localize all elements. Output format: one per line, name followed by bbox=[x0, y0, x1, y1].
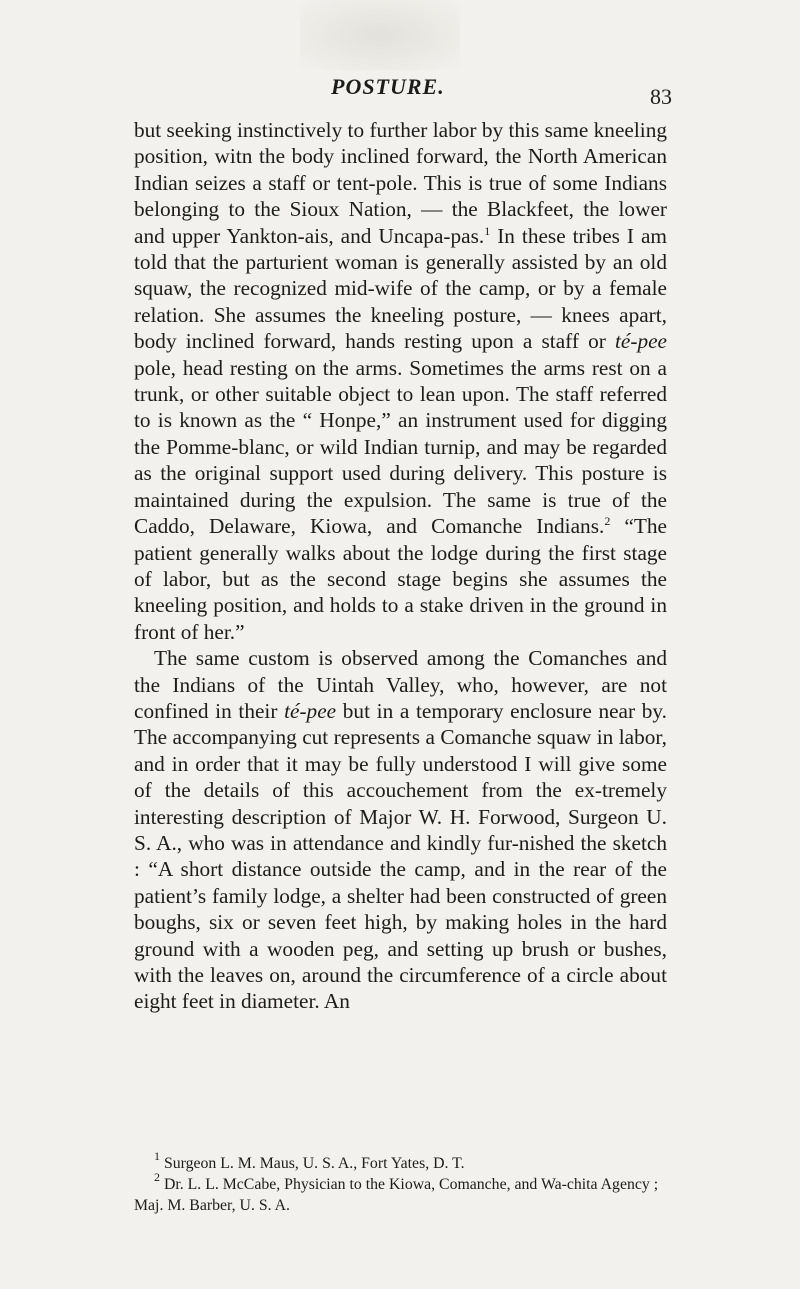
italic-term: té-pee bbox=[284, 698, 337, 723]
running-head: POSTURE. bbox=[331, 74, 445, 99]
italic-term: té-pee bbox=[614, 329, 667, 354]
footnote-mark: 2 bbox=[154, 1170, 160, 1184]
text-run: In these tribes I am told that the parturient woman is generally assisted by an old squaw, the recognized mid-wife of the camp, or by a female relation. She assumes the kneeling posture, — knees apart, body inclined forward, hands resting upon a staff or bbox=[134, 223, 668, 354]
footnote-reference: 2 bbox=[604, 514, 611, 529]
paragraph bbox=[134, 117, 667, 645]
footnote-reference: 1 bbox=[484, 223, 491, 238]
footnote bbox=[134, 1170, 667, 1216]
paragraph bbox=[134, 645, 667, 1015]
footnote-text: Dr. L. L. McCabe, Physician to the Kiowa, Comanche, and Wa-chita Agency ; Maj. M. Barber, U. S. A. bbox=[134, 1176, 659, 1214]
text-run: but in a temporary enclosure near by. The accompanying cut represents a Comanche squaw in labor, and in order that it may be fully understood I will give some of the details of this accouchement from the ex-tremely interesting description of Major W. H. Forwood, Surgeon U. S. A., who was in attendance and kindly fur-nished the sketch : “A short distance outside the camp, and in the rear of the patient’s family lodge, a shelter had been constructed of green boughs, six or seven feet high, by making holes in the hard ground with a wooden peg, and setting up brush or bushes, with the leaves on, around the circumference of a circle about eight feet in diameter. An bbox=[134, 698, 667, 1014]
page-number: 83 bbox=[650, 84, 672, 109]
scan-smudge bbox=[300, 0, 460, 70]
footnotes bbox=[134, 1149, 667, 1216]
text-run: but seeking instinctively to further labor by this same kneeling position, witn the body inclined forward, the North American Indian seizes a staff or tent-pole. This is true of some Indians belonging to the Sioux Nation, — the Blackfeet, the lower and upper Yankton-ais, and Uncapa-pas. bbox=[134, 118, 667, 248]
text-run: The same custom is observed among the Comanches and the Indians of the Uintah Valley, who, however, are not confined in their bbox=[134, 646, 667, 723]
text-run: pole, head resting on the arms. Sometimes the arms rest on a trunk, or other suitable object to lean upon. The staff referred to is known as the “ Honpe,” an instrument used for digging the Pomme-blanc, or wild Indian turnip, and may be regarded as the original support used during delivery. This posture is maintained during the expulsion. The same is true of the Caddo, Delaware, Kiowa, and Comanche Indians. bbox=[134, 355, 667, 539]
footnote-mark: 1 bbox=[154, 1149, 160, 1163]
footnote bbox=[134, 1149, 667, 1174]
body-text bbox=[134, 117, 667, 1015]
text-run: “The patient generally walks about the lodge during the first stage of labor, but as the second stage begins she assumes the kneeling position, and holds to a stake driven in the ground in front of her.” bbox=[134, 514, 667, 644]
footnote-text: Surgeon L. M. Maus, U. S. A., Fort Yates, D. T. bbox=[160, 1155, 465, 1172]
page-header bbox=[0, 74, 800, 114]
